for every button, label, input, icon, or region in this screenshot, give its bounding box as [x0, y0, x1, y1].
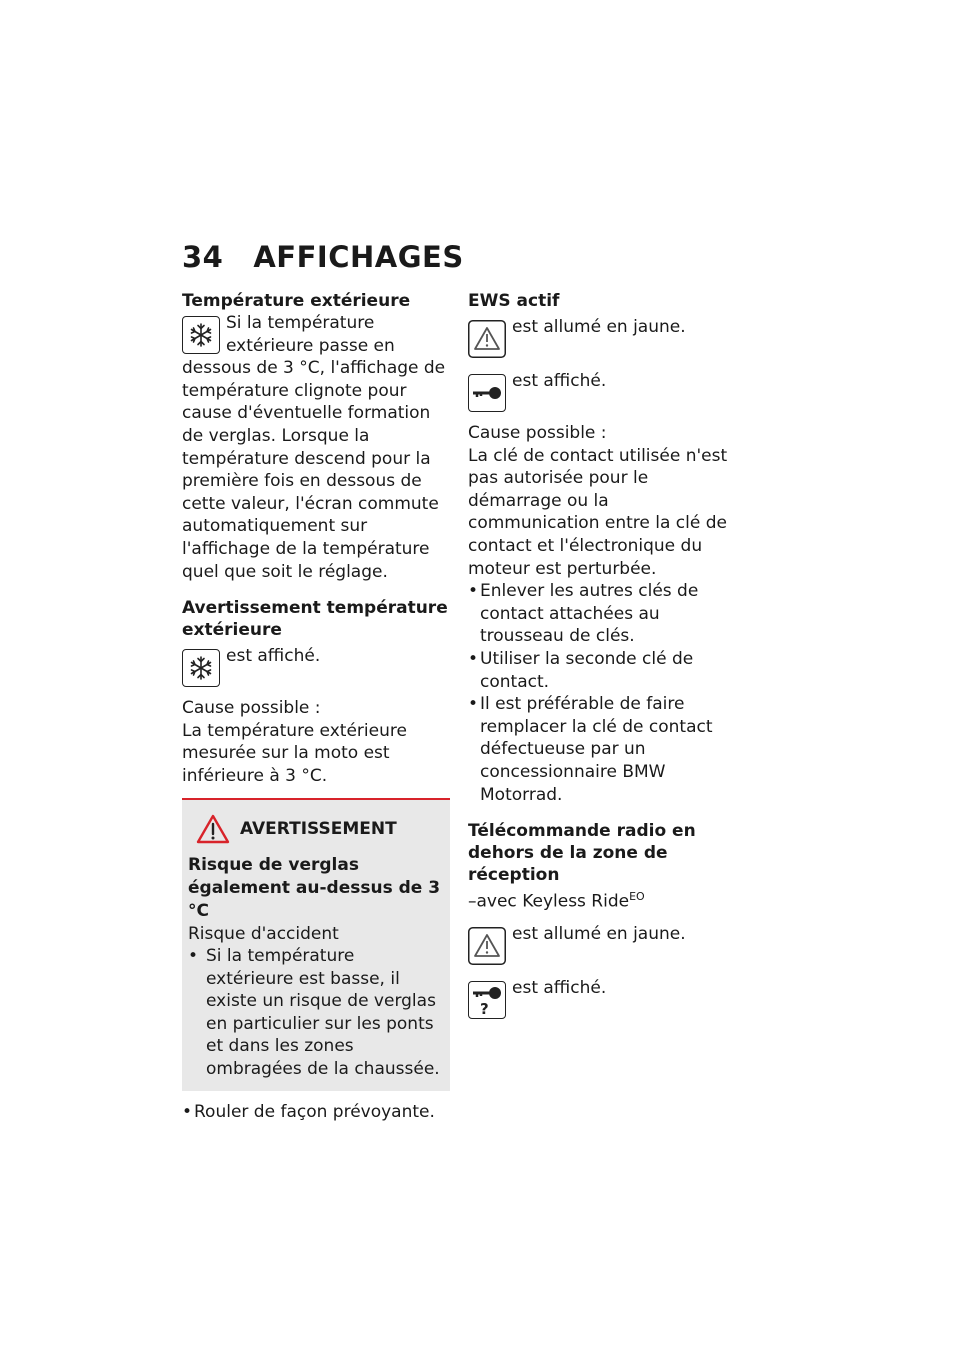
- list-item: • Rouler de façon prévoyante.: [182, 1101, 450, 1124]
- right-column: [468, 290, 740, 1021]
- cause-label: Cause possible :: [182, 698, 321, 719]
- key-icon: [468, 374, 506, 412]
- section-title-remote: Télécommande radio en dehors de la zone de réception: [468, 821, 696, 886]
- cause-label: Cause possible :: [468, 423, 607, 443]
- list-item: • Utiliser la seconde clé de contact.: [468, 648, 740, 693]
- icon-description: est affiché.: [226, 646, 321, 667]
- warning-label: AVERTISSEMENT: [240, 818, 397, 839]
- icon-description: est allumé en jaune.: [512, 317, 686, 337]
- icon-description: est affiché.: [512, 978, 607, 999]
- left-column: [182, 290, 450, 1123]
- warning-light-icon: [468, 927, 506, 965]
- option-line: [468, 886, 740, 913]
- list-item: • Si la température extérieure est basse, il existe un risque de verglas en particulier sur les ponts et dans les zones ombragées de la chaussée.: [188, 945, 442, 1081]
- section-title-ews: EWS actif: [468, 291, 560, 311]
- section-title-temperature: Température extérieure: [182, 291, 411, 311]
- option-sup: EO: [629, 890, 645, 904]
- snowflake-icon: [182, 316, 220, 354]
- page-title: AFFICHAGES: [253, 240, 464, 274]
- key-question-icon: [468, 981, 506, 1019]
- page-header: [182, 240, 464, 274]
- warning-box: [182, 798, 450, 1091]
- temperature-text: Si la température extérieure passe en dessous de 3 °C, l'affichage de température clignote pour cause d'éventuelle formation de verglas. Lorsque la température descend pour la première fois en dessous de cette valeur, l'écran commute automatiquement sur l'affichage de la température quel que soit le réglage.: [182, 313, 446, 582]
- warning-light-icon: [468, 320, 506, 358]
- cause-text: La clé de contact utilisée n'est pas autorisée pour le démarrage ou la communication entre la clé de contact et l'électronique du moteur est perturbée.: [468, 445, 728, 579]
- section-title-temperature-warning: Avertissement température extérieure: [182, 598, 448, 641]
- snowflake-icon: [182, 649, 220, 687]
- icon-description: est allumé en jaune.: [512, 924, 686, 945]
- warning-triangle-icon: [196, 814, 230, 844]
- warning-title: Risque de verglas également au-dessus de 3 °C: [188, 854, 441, 921]
- warning-subtitle: Risque d'accident: [188, 923, 339, 944]
- option-text: –avec Keyless Ride: [468, 891, 630, 912]
- list-item: • Enlever les autres clés de contact attachées au trousseau de clés.: [468, 580, 740, 648]
- cause-text: La température extérieure mesurée sur la moto est inférieure à 3 °C.: [182, 720, 407, 786]
- page-number: 34: [182, 240, 224, 274]
- list-item: • Il est préférable de faire remplacer la clé de contact défectueuse par un concessionnaire BMW Motorrad.: [468, 693, 740, 806]
- icon-description: est affiché.: [512, 371, 607, 391]
- svg-text:?: ?: [480, 1000, 489, 1017]
